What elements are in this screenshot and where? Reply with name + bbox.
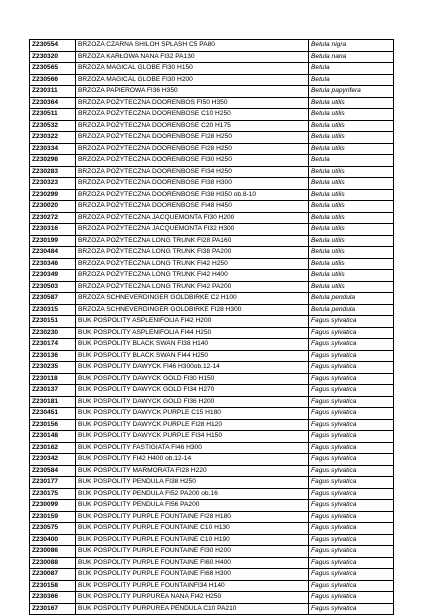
- product-code-cell: Z230020: [30, 201, 76, 213]
- product-code-cell: Z230136: [30, 350, 76, 362]
- latin-name-cell: Betula utilis: [309, 132, 394, 144]
- product-name-cell: BUK POSPOLITY PURPLE FOUNTAINE FI28 H180: [76, 511, 309, 523]
- product-code-cell: Z230322: [30, 132, 76, 144]
- product-code-cell: Z230181: [30, 396, 76, 408]
- table-row: [30, 293, 394, 305]
- table-row: [30, 350, 394, 362]
- latin-name-cell: Betula utilis: [309, 224, 394, 236]
- latin-name-cell: Betula: [309, 74, 394, 86]
- latin-name-cell: Fagus sylvatica: [309, 385, 394, 397]
- product-name-cell: BUK POSPOLITY DAWYCK FI46 H300ob.12-14: [76, 362, 309, 374]
- product-name-cell: BUK POSPOLITY PURPUREA NANA FI42 H250: [76, 592, 309, 604]
- product-name-cell: BUK POSPOLITY DAWYCK GOLD FI34 H270: [76, 385, 309, 397]
- product-name-cell: BUK POSPOLITY PURPLE FOUNTAINE C10 H130: [76, 523, 309, 535]
- latin-name-cell: Betula utilis: [309, 212, 394, 224]
- latin-name-cell: Fagus sylvatica: [309, 603, 394, 615]
- table-row: [30, 212, 394, 224]
- table-row: [30, 396, 394, 408]
- product-name-cell: BUK POSPOLITY BLACK SWAN FI44 H250: [76, 350, 309, 362]
- latin-name-cell: Betula utilis: [309, 120, 394, 132]
- table-row: [30, 304, 394, 316]
- latin-name-cell: Betula utilis: [309, 270, 394, 282]
- table-row: [30, 373, 394, 385]
- product-code-cell: Z230156: [30, 419, 76, 431]
- product-code-cell: Z230334: [30, 143, 76, 155]
- latin-name-cell: Betula utilis: [309, 235, 394, 247]
- product-name-cell: BUK POSPOLITY DAWYCK PURPLE C15 H180: [76, 408, 309, 420]
- latin-name-cell: Fagus sylvatica: [309, 316, 394, 328]
- product-code-cell: Z230235: [30, 362, 76, 374]
- catalog-table-body: [30, 40, 394, 615]
- product-name-cell: BUK POSPOLITY PURPLE FOUNTAINFI34 H140: [76, 580, 309, 592]
- latin-name-cell: Betula utilis: [309, 143, 394, 155]
- table-row: [30, 546, 394, 558]
- latin-name-cell: Fagus sylvatica: [309, 580, 394, 592]
- product-code-cell: Z230554: [30, 40, 76, 52]
- table-row: [30, 327, 394, 339]
- product-name-cell: BUK POSPOLITY ASPLENIFOLIA FI42 H200: [76, 316, 309, 328]
- table-row: [30, 235, 394, 247]
- table-row: [30, 431, 394, 443]
- table-row: [30, 557, 394, 569]
- table-row: [30, 477, 394, 489]
- product-name-cell: BRZOZA POŻYTECZNA LONG TRUNK FI42 PA200: [76, 281, 309, 293]
- latin-name-cell: Fagus sylvatica: [309, 592, 394, 604]
- latin-name-cell: Betula utilis: [309, 109, 394, 121]
- table-row: [30, 523, 394, 535]
- table-row: [30, 270, 394, 282]
- product-code-cell: Z230118: [30, 373, 76, 385]
- product-name-cell: BRZOZA POŻYTECZNA DOORENBOSE FI28 H250: [76, 132, 309, 144]
- product-name-cell: BRZOZA POŻYTECZNA JACQUEMONTA FI30 H200: [76, 212, 309, 224]
- product-name-cell: BUK POSPOLITY PURPLE FOUNTAINE FI60 H400: [76, 557, 309, 569]
- product-name-cell: BUK POSPOLITY PURPUREA PENDULA C10 PA210: [76, 603, 309, 615]
- latin-name-cell: Betula nigra: [309, 40, 394, 52]
- product-code-cell: Z230230: [30, 327, 76, 339]
- product-name-cell: BRZOZA CZARNA SHILOH SPLASH C5 PA80: [76, 40, 309, 52]
- latin-name-cell: Fagus sylvatica: [309, 373, 394, 385]
- table-row: [30, 109, 394, 121]
- table-row: [30, 247, 394, 259]
- latin-name-cell: Fagus sylvatica: [309, 327, 394, 339]
- product-code-cell: Z230320: [30, 51, 76, 63]
- latin-name-cell: Betula pendula: [309, 304, 394, 316]
- product-name-cell: BUK POSPOLITY PURPLE FOUNTAINE FI30 H200: [76, 546, 309, 558]
- product-name-cell: BRZOZA POŻYTECZNA DOORENBOSE FI48 H450: [76, 201, 309, 213]
- product-code-cell: Z230283: [30, 166, 76, 178]
- table-row: [30, 408, 394, 420]
- latin-name-cell: Betula utilis: [309, 281, 394, 293]
- table-row: [30, 339, 394, 351]
- product-code-cell: Z230177: [30, 477, 76, 489]
- product-code-cell: Z230349: [30, 270, 76, 282]
- table-row: [30, 500, 394, 512]
- table-row: [30, 419, 394, 431]
- product-code-cell: Z230511: [30, 109, 76, 121]
- product-name-cell: BRZOZA POŻYTECZNA DOORENBOSE FI38 H300: [76, 178, 309, 190]
- product-code-cell: Z230087: [30, 569, 76, 581]
- product-code-cell: Z230151: [30, 316, 76, 328]
- latin-name-cell: Fagus sylvatica: [309, 419, 394, 431]
- product-code-cell: Z230299: [30, 189, 76, 201]
- latin-name-cell: Betula: [309, 63, 394, 75]
- product-name-cell: BRZOZA POŻYTECZNA DOORENBOSE C10 H250: [76, 109, 309, 121]
- product-name-cell: BUK POSPOLITY DAWYCK PURPLE FI28 H120: [76, 419, 309, 431]
- latin-name-cell: Betula papyrifera: [309, 86, 394, 98]
- product-code-cell: Z230272: [30, 212, 76, 224]
- table-row: [30, 488, 394, 500]
- product-name-cell: BUK POSPOLITY PENDULA FI52 PA200 ob.16: [76, 488, 309, 500]
- product-name-cell: BUK POSPOLITY FASTIGIATA FI46 H300: [76, 442, 309, 454]
- plant-catalog-table: [29, 39, 394, 615]
- latin-name-cell: Betula utilis: [309, 178, 394, 190]
- product-code-cell: Z230566: [30, 74, 76, 86]
- table-row: [30, 454, 394, 466]
- table-row: [30, 143, 394, 155]
- product-code-cell: Z230174: [30, 339, 76, 351]
- product-code-cell: Z230158: [30, 580, 76, 592]
- product-name-cell: BUK POSPOLITY PENDULA FI56 PA200: [76, 500, 309, 512]
- table-row: [30, 385, 394, 397]
- product-name-cell: BUK POSPOLITY PENDULA FI38 H250: [76, 477, 309, 489]
- latin-name-cell: Betula nana: [309, 51, 394, 63]
- latin-name-cell: Fagus sylvatica: [309, 557, 394, 569]
- product-code-cell: Z230298: [30, 155, 76, 167]
- product-code-cell: Z230575: [30, 523, 76, 535]
- product-code-cell: Z230086: [30, 546, 76, 558]
- product-code-cell: Z230565: [30, 63, 76, 75]
- product-name-cell: BRZOZA POŻYTECZNA JACQUEMONTA FI32 H300: [76, 224, 309, 236]
- product-code-cell: Z230099: [30, 500, 76, 512]
- latin-name-cell: Fagus sylvatica: [309, 534, 394, 546]
- product-name-cell: BRZOZA SCHNEVERDINGER GOLDBIRKE C2 H100: [76, 293, 309, 305]
- product-name-cell: BRZOZA POŻYTECZNA DOORENBOSE C20 H175: [76, 120, 309, 132]
- latin-name-cell: Betula utilis: [309, 258, 394, 270]
- product-name-cell: BRZOZA SCHNEVERDINGER GOLDBIRKE FI28 H300: [76, 304, 309, 316]
- product-code-cell: Z230400: [30, 534, 76, 546]
- product-code-cell: Z230584: [30, 465, 76, 477]
- table-row: [30, 224, 394, 236]
- table-row: [30, 603, 394, 615]
- latin-name-cell: Fagus sylvatica: [309, 511, 394, 523]
- table-row: [30, 281, 394, 293]
- table-row: [30, 178, 394, 190]
- product-name-cell: BUK POSPOLITY PURPLE FOUNTAINE FI68 H300: [76, 569, 309, 581]
- latin-name-cell: Fagus sylvatica: [309, 569, 394, 581]
- product-name-cell: BUK POSPOLITY BLACK SWAN FI38 H140: [76, 339, 309, 351]
- product-code-cell: Z230199: [30, 235, 76, 247]
- table-row: [30, 580, 394, 592]
- table-row: [30, 316, 394, 328]
- product-code-cell: Z230532: [30, 120, 76, 132]
- product-name-cell: BRZOZA POŻYTECZNA DOORENBOS FI50 H350: [76, 97, 309, 109]
- table-row: [30, 155, 394, 167]
- product-code-cell: Z230366: [30, 592, 76, 604]
- product-code-cell: Z230503: [30, 281, 76, 293]
- table-row: [30, 569, 394, 581]
- latin-name-cell: Fagus sylvatica: [309, 350, 394, 362]
- product-code-cell: Z230587: [30, 293, 76, 305]
- product-code-cell: Z230316: [30, 224, 76, 236]
- product-code-cell: Z230167: [30, 603, 76, 615]
- product-name-cell: BRZOZA MAGICAL GLOBE FI30 H200: [76, 74, 309, 86]
- latin-name-cell: Fagus sylvatica: [309, 362, 394, 374]
- product-name-cell: BRZOZA POŻYTECZNA LONG TRUNK FI42 H250: [76, 258, 309, 270]
- product-code-cell: Z230346: [30, 258, 76, 270]
- product-code-cell: Z230315: [30, 304, 76, 316]
- table-row: [30, 511, 394, 523]
- table-row: [30, 63, 394, 75]
- latin-name-cell: Betula utilis: [309, 201, 394, 213]
- table-row: [30, 132, 394, 144]
- latin-name-cell: Fagus sylvatica: [309, 431, 394, 443]
- product-name-cell: BUK POSPOLITY FI42 H400 ob.12-14: [76, 454, 309, 466]
- latin-name-cell: Fagus sylvatica: [309, 500, 394, 512]
- product-name-cell: BUK POSPOLITY PURPLE FOUNTAINE C10 H190: [76, 534, 309, 546]
- product-name-cell: BRZOZA MAGICAL GLOBE FI30 H150: [76, 63, 309, 75]
- product-code-cell: Z230162: [30, 442, 76, 454]
- product-code-cell: Z230148: [30, 431, 76, 443]
- product-name-cell: BRZOZA POŻYTECZNA LONG TRUNK FI42 H400: [76, 270, 309, 282]
- product-code-cell: Z230311: [30, 86, 76, 98]
- product-name-cell: BRZOZA POŻYTECZNA DOORENBOSE FI34 H250: [76, 166, 309, 178]
- latin-name-cell: Fagus sylvatica: [309, 408, 394, 420]
- latin-name-cell: Fagus sylvatica: [309, 442, 394, 454]
- latin-name-cell: Fagus sylvatica: [309, 339, 394, 351]
- latin-name-cell: Fagus sylvatica: [309, 396, 394, 408]
- latin-name-cell: Betula utilis: [309, 166, 394, 178]
- product-name-cell: BRZOZA PAPIEROWA FI36 H350: [76, 86, 309, 98]
- table-row: [30, 258, 394, 270]
- product-name-cell: BRZOZA POŻYTECZNA DOORENBOSE FI38 H350 ob.8-10: [76, 189, 309, 201]
- product-name-cell: BUK POSPOLITY DAWYCK GOLD FI30 H150: [76, 373, 309, 385]
- latin-name-cell: Fagus sylvatica: [309, 465, 394, 477]
- table-row: [30, 201, 394, 213]
- table-row: [30, 534, 394, 546]
- table-row: [30, 86, 394, 98]
- latin-name-cell: Fagus sylvatica: [309, 546, 394, 558]
- latin-name-cell: Betula pendula: [309, 293, 394, 305]
- product-code-cell: Z230159: [30, 511, 76, 523]
- table-row: [30, 189, 394, 201]
- product-code-cell: Z230088: [30, 557, 76, 569]
- table-row: [30, 74, 394, 86]
- product-code-cell: Z230451: [30, 408, 76, 420]
- latin-name-cell: Betula utilis: [309, 189, 394, 201]
- table-row: [30, 465, 394, 477]
- latin-name-cell: Fagus sylvatica: [309, 454, 394, 466]
- product-name-cell: BRZOZA KARŁOWA NANA FI32 PA130: [76, 51, 309, 63]
- table-row: [30, 362, 394, 374]
- latin-name-cell: Betula: [309, 155, 394, 167]
- product-code-cell: Z230323: [30, 178, 76, 190]
- table-row: [30, 166, 394, 178]
- table-row: [30, 51, 394, 63]
- product-name-cell: BUK POSPOLITY MARMORATA FI28 H220: [76, 465, 309, 477]
- product-code-cell: Z230484: [30, 247, 76, 259]
- product-code-cell: Z230175: [30, 488, 76, 500]
- latin-name-cell: Betula utilis: [309, 97, 394, 109]
- product-name-cell: BRZOZA POŻYTECZNA LONG TRUNK FI28 PA160: [76, 235, 309, 247]
- product-name-cell: BUK POSPOLITY ASPLENIFOLIA FI44 H250: [76, 327, 309, 339]
- product-name-cell: BRZOZA POŻYTECZNA LONG TRUNK FI38 PA200: [76, 247, 309, 259]
- latin-name-cell: Fagus sylvatica: [309, 523, 394, 535]
- table-row: [30, 442, 394, 454]
- product-code-cell: Z230342: [30, 454, 76, 466]
- product-name-cell: BRZOZA POŻYTECZNA DOORENBOSE FI28 H250: [76, 143, 309, 155]
- product-name-cell: BUK POSPOLITY DAWYCK PURPLE FI34 H150: [76, 431, 309, 443]
- product-code-cell: Z230364: [30, 97, 76, 109]
- latin-name-cell: Fagus sylvatica: [309, 477, 394, 489]
- table-row: [30, 120, 394, 132]
- product-code-cell: Z230137: [30, 385, 76, 397]
- table-row: [30, 97, 394, 109]
- latin-name-cell: Betula utilis: [309, 247, 394, 259]
- product-name-cell: BRZOZA POŻYTECZNA DOORENBOSE FI30 H250: [76, 155, 309, 167]
- latin-name-cell: Fagus sylvatica: [309, 488, 394, 500]
- table-row: [30, 40, 394, 52]
- table-row: [30, 592, 394, 604]
- product-name-cell: BUK POSPOLITY DAWYCK GOLD FI36 H200: [76, 396, 309, 408]
